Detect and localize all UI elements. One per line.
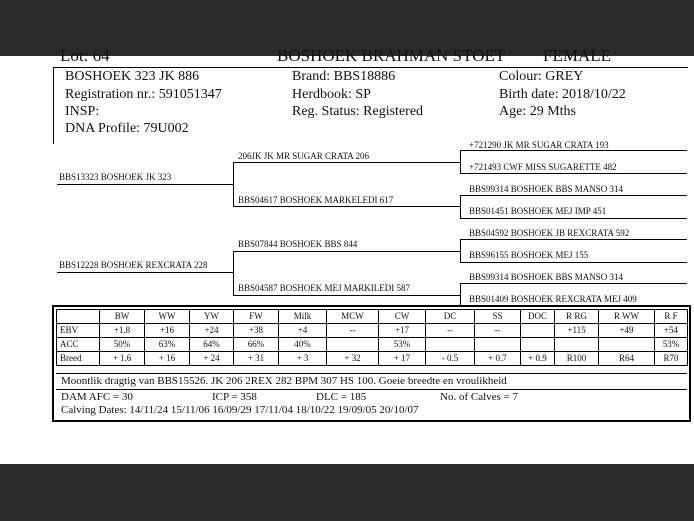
table-cell: + 17	[379, 352, 426, 366]
pedigree-sire-sire: 206JK JK MR SUGAR CRATA 206	[238, 151, 370, 161]
pedigree-line	[233, 162, 234, 206]
pedigree-line	[460, 150, 461, 174]
table-cell: R64	[599, 352, 655, 366]
table-cell: --	[327, 324, 379, 338]
table-cell	[327, 338, 379, 352]
animal-name: BOSHOEK 323 JK 886	[65, 69, 200, 84]
performance-box	[52, 305, 691, 422]
table-cell: + 31	[234, 352, 279, 366]
pedigree-sire: BBS13323 BOSHOEK JK 323	[59, 172, 172, 182]
table-cell: + 0.7	[475, 352, 521, 366]
colour: Colour: GREY	[499, 69, 584, 84]
ebv-header-row	[57, 310, 688, 324]
table-cell: +17	[379, 324, 426, 338]
pedigree-line	[460, 283, 687, 284]
pedigree-line	[460, 262, 687, 263]
pedigree-line	[460, 239, 461, 263]
pedigree-ggp: +721290 JK MR SUGAR CRATA 193	[469, 140, 609, 150]
table-cell: 63%	[145, 338, 190, 352]
pedigree-dam-dam: BBS04587 BOSHOEK MEJ MARKILEDI 587	[238, 283, 411, 293]
dam-afc: DAM AFC = 30	[61, 391, 133, 403]
pedigree-line	[233, 251, 234, 295]
ebv-row	[57, 324, 688, 338]
table-cell: - 0.5	[426, 352, 475, 366]
pedigree-ggp: BBS01409 BOSHOEK REXCRATA MEJ 409	[469, 294, 637, 304]
table-cell: + 32	[327, 352, 379, 366]
brand: Brand: BBS18886	[292, 69, 396, 84]
herdbook: Herdbook: SP	[292, 87, 371, 102]
header-cell: SS	[475, 310, 521, 324]
animal-info-box	[53, 67, 688, 144]
table-cell: +49	[599, 324, 655, 338]
header-cell: BW	[100, 310, 145, 324]
table-cell: +24	[190, 324, 234, 338]
acc-row	[57, 338, 688, 352]
row-label: EBV	[57, 324, 100, 338]
header-cell	[57, 310, 100, 324]
pedigree-line	[460, 195, 687, 196]
pedigree-line	[460, 173, 687, 174]
pedigree-line	[460, 239, 687, 240]
table-cell: + 24	[190, 352, 234, 366]
calving-info	[56, 389, 687, 418]
breed-row	[57, 352, 688, 366]
table-cell: + 16	[145, 352, 190, 366]
table-cell	[521, 338, 555, 352]
pedigree-line	[233, 162, 460, 163]
dlc: DLC = 185	[316, 391, 367, 403]
pedigree-ggp: BBS01451 BOSHOEK MEJ IMP 451	[469, 206, 607, 216]
table-cell: + 0.9	[521, 352, 555, 366]
header-cell: DOC	[521, 310, 555, 324]
pedigree-ggp: BBS99314 BOSHOEK BBS MANSO 314	[469, 272, 624, 282]
stud-name: BOSHOEK BRAHMAN STOET	[277, 46, 506, 65]
table-cell: 50%	[100, 338, 145, 352]
table-cell: --	[426, 324, 475, 338]
pedigree-ggp: +721493 CWF MISS SUGARETTE 482	[469, 162, 617, 172]
pedigree-ggp: BBS99314 BOSHOEK BBS MANSO 314	[469, 184, 624, 194]
pedigree-chart	[0, 136, 694, 306]
header-cell: YW	[190, 310, 234, 324]
header-cell: MCW	[327, 310, 379, 324]
table-cell: + 1.6	[100, 352, 145, 366]
table-cell	[475, 338, 521, 352]
table-cell: +1.8	[100, 324, 145, 338]
table-cell: +54	[655, 324, 688, 338]
table-cell: +38	[234, 324, 279, 338]
pedigree-line	[460, 283, 461, 307]
pedigree-dam: BBS12228 BOSHOEK REXCRATA 228	[59, 260, 208, 270]
sex-label: FEMALE	[543, 46, 611, 65]
ebv-table	[56, 309, 688, 366]
pedigree-line	[233, 295, 460, 296]
pedigree-ggp: BBS96155 BOSHOEK MEJ 155	[469, 250, 589, 260]
table-cell	[555, 338, 599, 352]
table-cell: 66%	[234, 338, 279, 352]
pedigree-line	[460, 150, 687, 151]
table-cell: 53%	[655, 338, 688, 352]
row-label: ACC	[57, 338, 100, 352]
table-cell: R70	[655, 352, 688, 366]
catalogue-page	[0, 46, 694, 464]
table-cell	[426, 338, 475, 352]
pregnancy-note-row	[56, 373, 687, 389]
registration-number: Registration nr.: 591051347	[65, 87, 222, 102]
header-cell: DC	[426, 310, 475, 324]
reg-status: Reg. Status: Registered	[292, 104, 424, 119]
table-cell: R100	[555, 352, 599, 366]
icp: ICP = 358	[212, 391, 257, 403]
pedigree-line	[460, 195, 461, 219]
table-cell: 64%	[190, 338, 234, 352]
table-cell: 40%	[279, 338, 327, 352]
age: Age: 29 Mths	[499, 104, 576, 119]
pedigree-line	[233, 251, 460, 252]
lot-number: Lot: 64	[60, 46, 110, 65]
header-cell: R WW	[599, 310, 655, 324]
table-cell: +115	[555, 324, 599, 338]
pedigree-line	[57, 272, 233, 273]
dna-profile: DNA Profile: 79U002	[65, 121, 189, 136]
header-cell: CW	[379, 310, 426, 324]
header-cell: FW	[234, 310, 279, 324]
row-label: Breed	[57, 352, 100, 366]
pedigree-line	[233, 206, 460, 207]
table-cell: +16	[145, 324, 190, 338]
table-cell: --	[475, 324, 521, 338]
table-cell	[599, 338, 655, 352]
calves-count: No. of Calves = 7	[440, 391, 518, 403]
pedigree-sire-dam: BBS04617 BOSHOEK MARKELEDI 617	[238, 195, 394, 205]
pedigree-line	[460, 218, 687, 219]
table-cell	[521, 324, 555, 338]
header-cell: WW	[145, 310, 190, 324]
calving-dates: Calving Dates: 14/11/24 15/11/06 16/09/29 17/11/04 18/10/22 19/09/05 20/10/07	[61, 404, 419, 416]
pedigree-line	[57, 184, 233, 185]
header-cell: R RG	[555, 310, 599, 324]
pregnancy-note: Moontlik dragtig van BBS15526. JK 206 2REX 282 BPM 307 HS 100. Goeie breedte en vroulikheid	[61, 375, 507, 387]
table-cell: +4	[279, 324, 327, 338]
header-cell: Milk	[279, 310, 327, 324]
table-cell: 53%	[379, 338, 426, 352]
table-cell: + 3	[279, 352, 327, 366]
pedigree-dam-sire: BBS07844 BOSHOEK BBS 844	[238, 239, 358, 249]
insp-label: INSP:	[65, 104, 100, 119]
pedigree-ggp: BBS04592 BOSHOEK JB REXCRATA 592	[469, 228, 630, 238]
header-cell: R F	[655, 310, 688, 324]
birth-date: Birth date: 2018/10/22	[499, 87, 626, 102]
